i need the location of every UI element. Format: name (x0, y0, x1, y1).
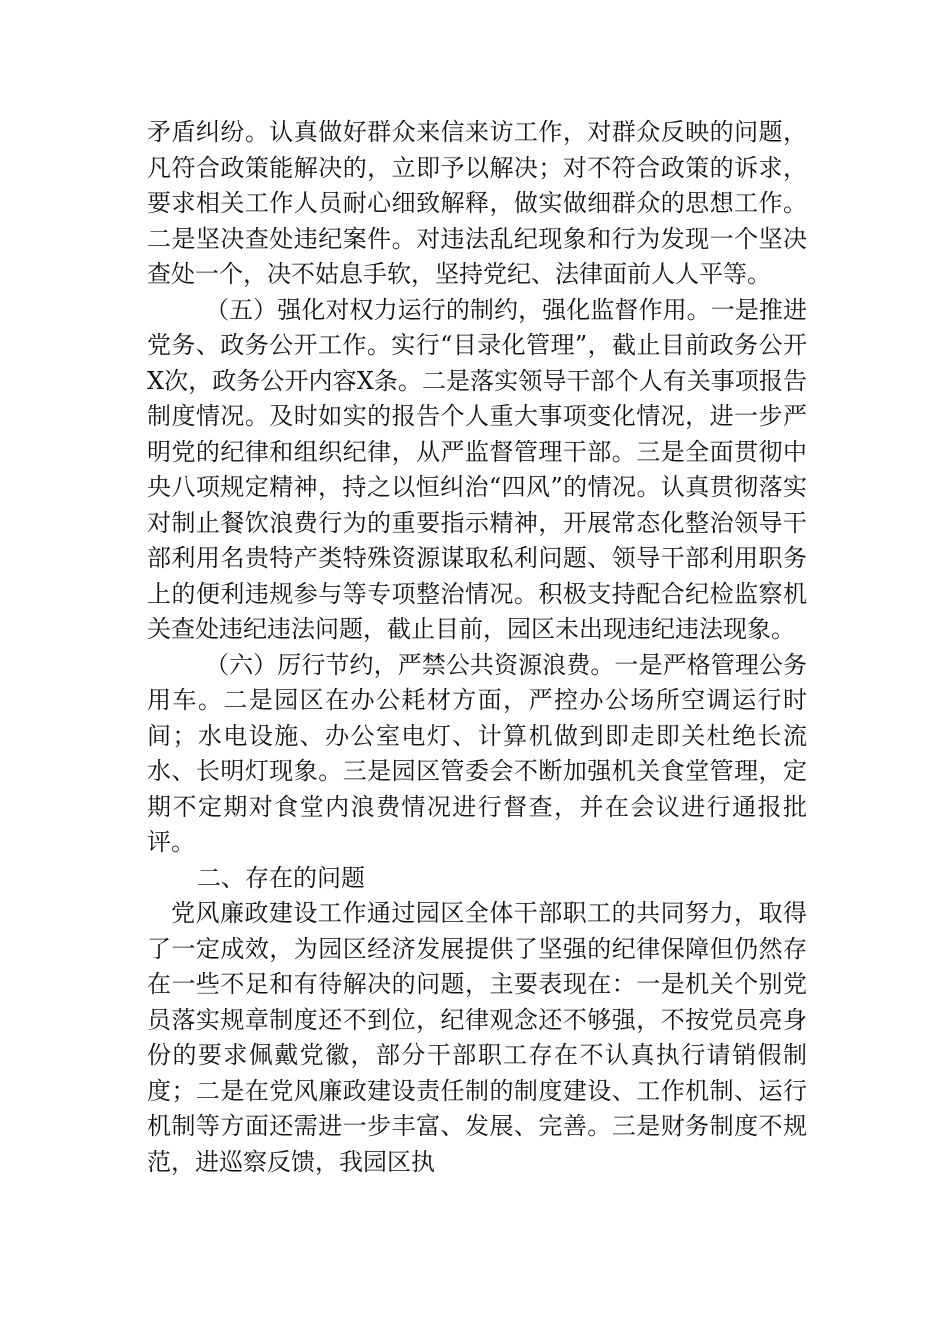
paragraph-continued: 矛盾纠纷。认真做好群众来信来访工作，对群众反映的问题，凡符合政策能解决的，立即予以解决；对不符合政策的诉求，要求相关工作人员耐心细致解释，做实做细群众的思想工作。二是坚决查处违纪案件。对违法乱纪现象和行为发现一个坚决查处一个，决不姑息手软，坚持党纪、法律面前人人平等。 (147, 118, 807, 288)
document-body (147, 115, 807, 1180)
paragraph-section-five: （五）强化对权力运行的制约，强化监督作用。一是推进党务、政务公开工作。实行“目录化管理”，截止目前政务公开X次，政务公开内容X条。二是落实领导干部个人有关事项报告制度情况。及时如实的报告个人重大事项变化情况，进一步严明党的纪律和组织纪律，从严监督管理干部。三是全面贯彻中央八项规定精神，持之以恒纠治“四风”的情况。认真贯彻落实对制止餐饮浪费行为的重要指示精神，开展常态化整治领导干部利用名贵特产类特殊资源谋取私利问题、领导干部利用职务上的便利违规参与等专项整治情况。积极支持配合纪检监察机关查处违纪违法问题，截止目前，园区未出现违纪违法现象。 (147, 295, 807, 643)
section-heading-problems: 二、存在的问题 (197, 863, 365, 892)
paragraph-section-six: （六）厉行节约，严禁公共资源浪费。一是严格管理公务用车。二是园区在办公耗材方面，严控办公场所空调运行时间；水电设施、办公室电灯、计算机做到即走即关杜绝长流水、长明灯现象。三是园区管委会不断加强机关食堂管理，定期不定期对食堂内浪费情况进行督查，并在会议进行通报批评。 (147, 650, 807, 856)
paragraph-problems: 党风廉政建设工作通过园区全体干部职工的共同努力，取得了一定成效，为园区经济发展提供了坚强的纪律保障但仍然存在一些不足和有待解决的问题，主要表现在：一是机关个别党员落实规章制度还不到位，纪律观念还不够强，不按党员亮身份的要求佩戴党徽，部分干部职工存在不认真执行请销假制度；二是在党风廉政建设责任制的制度建设、工作机制、运行机制等方面还需进一步丰富、发展、完善。三是财务制度不规范，进巡察反馈，我园区执 (147, 899, 807, 1176)
